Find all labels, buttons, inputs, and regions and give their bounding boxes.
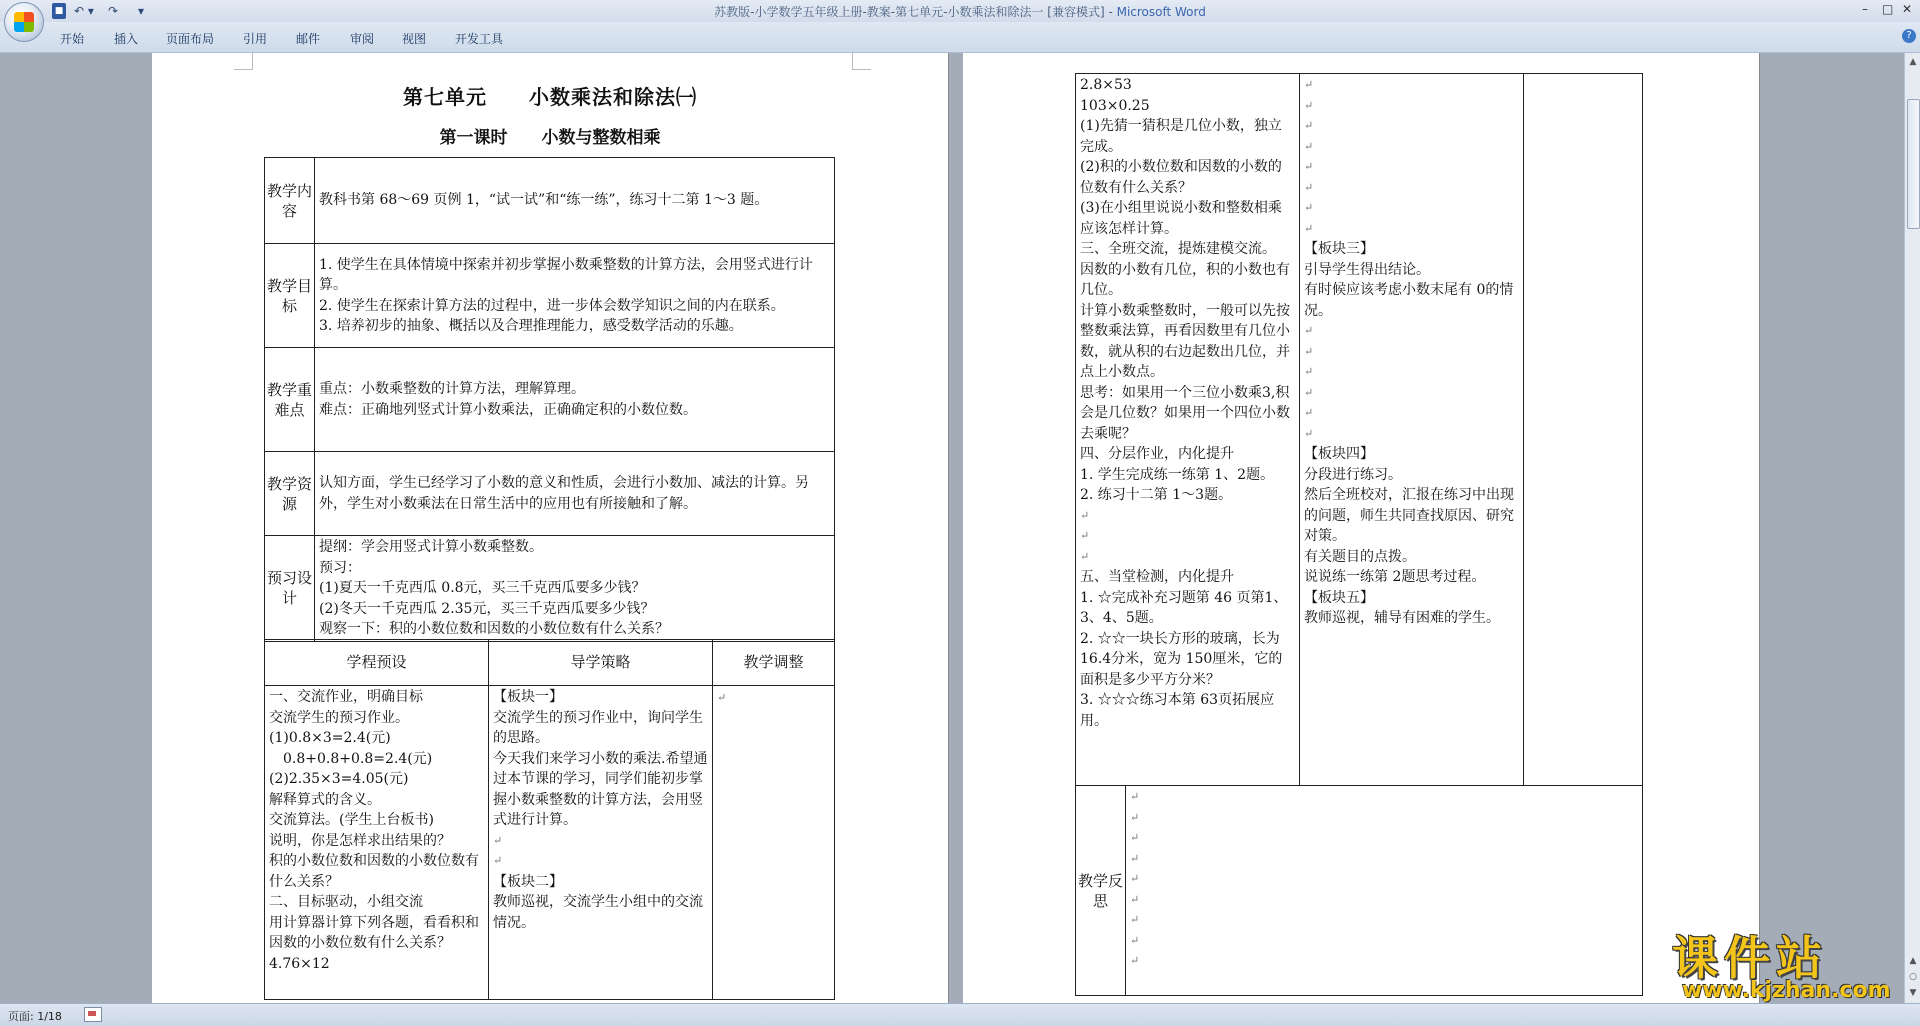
paragraph-mark: ↵	[1130, 872, 1140, 885]
title-bar	[0, 0, 1920, 22]
info-row	[265, 158, 835, 244]
learning-path-cell[interactable]	[1076, 74, 1300, 786]
text-line: 用计算器计算下列各题，看看积和因数的小数位数有什么关系？	[269, 914, 479, 951]
paragraph-mark: ↵	[1304, 344, 1314, 358]
status-bar	[0, 1003, 1920, 1026]
adjustment-cell[interactable]	[713, 686, 835, 1000]
page-count[interactable]: 页面: 1/18	[8, 1010, 62, 1023]
text-line: 1. ☆完成补充习题第 46 页第1、3、4、5题。	[1080, 589, 1288, 626]
text-line: 因数的小数有几位，积的小数也有几位。	[1080, 261, 1290, 298]
guide-strategy-cell[interactable]	[1300, 74, 1524, 786]
scroll-thumb[interactable]	[1907, 99, 1920, 229]
text-line: 2. 练习十二第 1～3题。	[1080, 487, 1233, 503]
info-row	[265, 244, 835, 348]
row-content[interactable]	[315, 158, 835, 244]
label-text: 教学资源	[267, 474, 313, 513]
paragraph-mark: ↵	[1080, 529, 1090, 542]
content-row	[1076, 74, 1643, 786]
text-line: 4.76×12	[269, 955, 330, 972]
paragraph-mark: ↵	[1304, 78, 1314, 91]
text-line: 教师巡视，辅导有困难的学生。	[1304, 610, 1500, 626]
text-line: 【板块四】	[1304, 446, 1374, 462]
tab-developer[interactable]: 开发工具	[455, 32, 504, 46]
document-name: 苏教版-小学数学五年级上册-教案-第七单元-小数乘法和除法一 [兼容模式] -	[714, 5, 1117, 19]
paragraph-mark: ↵	[1130, 913, 1140, 926]
row-label	[265, 536, 315, 642]
paragraph-mark: ↵	[1304, 426, 1314, 440]
content-line: (2)冬天一千克西瓜 2.35元，买三千克西瓜要多少钱？	[319, 600, 655, 617]
paragraph-mark: ↵	[1304, 139, 1314, 153]
text-line: 分段进行练习。	[1304, 466, 1402, 483]
text-line: 有关题目的点拨。	[1304, 548, 1416, 565]
watermark-logo	[1668, 922, 1904, 1008]
content-row	[265, 686, 835, 1000]
content-line: 2. 使学生在探索计算方法的过程中，进一步体会数学知识之间的内在联系。	[319, 297, 785, 314]
tab-insert[interactable]: 插入	[114, 32, 139, 46]
header-learning-path: 学程预设	[265, 640, 489, 686]
reflection-content[interactable]	[1126, 786, 1643, 996]
row-label	[265, 244, 315, 348]
reflection-table	[1075, 785, 1643, 996]
redo-icon[interactable]: ↷	[108, 4, 119, 18]
text-line: 三、全班交流，提炼建模交流。	[1080, 241, 1276, 257]
row-content[interactable]	[315, 452, 835, 536]
maximize-button[interactable]: □	[1882, 2, 1894, 16]
content-line: 3. 培养初步的抽象、概括以及合理推理能力，感受数学活动的乐趣。	[319, 318, 743, 334]
paragraph-mark: ↵	[1130, 831, 1140, 844]
text-line: (1)0.8×3=2.4(元)	[269, 730, 391, 746]
text-line: 计算小数乘整数时，一般可以先按整数乘法算，再看因数里有几位小数，就从积的右边起数出几位，并点上小数点。	[1080, 302, 1290, 380]
ribbon-tabs	[0, 22, 1920, 53]
paragraph-mark: ↵	[1130, 810, 1140, 824]
label-text: 教学重难点	[267, 380, 313, 419]
help-icon[interactable]: ?	[1902, 29, 1916, 43]
reflection-label	[1076, 786, 1126, 996]
tab-mailings[interactable]: 邮件	[296, 32, 321, 46]
text-line: 解释算式的含义。	[269, 791, 381, 808]
proofing-icon[interactable]	[84, 1007, 102, 1022]
scroll-up-icon[interactable]: ▲	[1909, 956, 1917, 966]
tab-view[interactable]: 视图	[402, 32, 427, 46]
text-line: 五、当堂检测，内化提升	[1080, 569, 1234, 585]
header-guide-strategy: 导学策略	[489, 640, 713, 686]
paragraph-mark: ↵	[493, 833, 503, 847]
paragraph-mark: ↵	[1130, 790, 1140, 803]
info-row	[265, 536, 835, 642]
text-line: 交流算法。(学生上台板书)	[269, 812, 434, 828]
content-line: (1)夏天一千克西瓜 0.8元，买三千克西瓜要多少钱？	[319, 580, 646, 596]
header-row	[265, 640, 835, 686]
paragraph-mark: ↵	[1130, 954, 1140, 967]
paragraph-mark: ↵	[1304, 180, 1314, 194]
content-line: 教科书第 68～69 页例 1，“试一试”和“练一练”，练习十二第 1～3 题。	[319, 192, 769, 209]
paragraph-mark: ↵	[1304, 385, 1314, 399]
row-content[interactable]	[315, 536, 835, 642]
paragraph-mark: ↵	[1304, 324, 1314, 337]
text-line: 然后全班校对，汇报在练习中出现的问题，师生共同查找原因、研究对策。	[1304, 487, 1514, 544]
browse-object-icon[interactable]: ○	[1909, 972, 1917, 982]
text-line: 0.8+0.8+0.8=2.4(元)	[269, 750, 433, 767]
text-line: (2)积的小数位数和因数的小数的位数有什么关系？	[1080, 159, 1282, 196]
text-line: 1. 学生完成练一练第 1、2题。	[1080, 466, 1275, 483]
tab-review[interactable]: 审阅	[350, 32, 375, 46]
office-button[interactable]	[4, 2, 44, 42]
paragraph-mark: ↵	[1304, 201, 1314, 214]
app-name: Microsoft Word	[1116, 5, 1206, 19]
text-line: 3. ☆☆☆练习本第 63页拓展应用。	[1080, 692, 1275, 729]
paragraph-mark: ↵	[1304, 160, 1314, 173]
content-line: 难点：正确地列竖式计算小数乘法，正确确定积的小数位数。	[319, 401, 697, 418]
label-text: 预习设计	[267, 569, 313, 608]
content-line: 1. 使学生在具体情境中探索并初步掌握小数乘整数的计算方法，会用竖式进行计算。	[319, 256, 813, 293]
watermark-title: 课件站	[1672, 931, 1828, 985]
text-line: (3)在小组里说说小数和整数相乘应该怎样计算。	[1080, 200, 1282, 237]
text-line: 四、分层作业，内化提升	[1080, 446, 1234, 462]
text-line: 说明，你是怎样求出结果的？	[269, 832, 451, 849]
vertical-scrollbar[interactable]	[1904, 53, 1920, 1003]
lesson-unit-title: 第七单元 小数乘法和除法㈠	[403, 85, 697, 109]
undo-icon[interactable]: ↶ ▾	[74, 4, 94, 18]
paragraph-mark: ↵	[1304, 119, 1314, 132]
paragraph-mark: ↵	[1130, 933, 1140, 947]
paragraph-mark: ↵	[493, 854, 503, 867]
scroll-up-icon[interactable]: ▲	[1909, 57, 1917, 67]
text-line: 交流学生的预习作业。	[269, 709, 409, 726]
lesson-process-table	[264, 639, 835, 1000]
adjustment-cell[interactable]	[1524, 74, 1643, 786]
page-1	[152, 53, 948, 1003]
row-label	[265, 158, 315, 244]
text-line: 今天我们来学习小数的乘法.希望通过本节课的学习，同学们能初步掌握小数乘整数的计算方法，会用竖式进行计算。	[493, 750, 708, 828]
content-line: 提纲：学会用竖式计算小数乘整数。	[319, 539, 543, 555]
text-line: 2. ☆☆一块长方形的玻璃，长为 16.4分米，宽为 150厘米，它的面积是多少平方分米？	[1080, 630, 1283, 688]
learning-path-cell[interactable]	[265, 686, 489, 1000]
content-line: 观察一下：积的小数位数和因数的小数位数有什么关系？	[319, 621, 669, 637]
paragraph-mark: ↵	[1304, 221, 1314, 235]
paragraph-mark: ↵	[1304, 406, 1314, 419]
paragraph-mark: ↵	[1080, 549, 1090, 563]
page-2	[963, 53, 1759, 1003]
paragraph-mark: ↵	[717, 691, 727, 704]
paragraph-mark: ↵	[1130, 892, 1140, 906]
tab-home[interactable]: 开始	[60, 32, 85, 46]
tab-page-layout[interactable]: 页面布局	[166, 32, 215, 46]
document-area	[0, 53, 1904, 1003]
label-text: 教学内容	[267, 181, 313, 220]
label-text: 教学目标	[267, 276, 313, 315]
text-line: (2)2.35×3=4.05(元)	[269, 771, 409, 787]
watermark-url: www.kjzhan.com	[1682, 978, 1891, 1003]
row-content[interactable]	[315, 244, 835, 348]
paragraph-mark: ↵	[1130, 851, 1140, 865]
text-line: 交流学生的预习作业中，询问学生的思路。	[493, 709, 703, 746]
text-line: 有时候应该考虑小数末尾有 0的情况。	[1304, 282, 1514, 319]
tab-references[interactable]: 引用	[243, 32, 268, 46]
paragraph-mark: ↵	[1080, 508, 1090, 522]
text-line: 一、交流作业，明确目标	[269, 689, 423, 705]
close-button[interactable]: ✕	[1902, 2, 1913, 16]
text-line: (1)先猜一猜积是几位小数，独立完成。	[1080, 118, 1282, 155]
info-row	[265, 348, 835, 452]
paragraph-mark: ↵	[1304, 365, 1314, 378]
text-line: 103×0.25	[1080, 97, 1150, 114]
lesson-info-table	[264, 157, 835, 642]
guide-strategy-cell[interactable]	[489, 686, 713, 1000]
text-line: 二、目标驱动，小组交流	[269, 894, 423, 910]
text-line: 说说练一练第 2题思考过程。	[1304, 569, 1486, 585]
text-line: 【板块三】	[1304, 241, 1374, 257]
customize-qat-icon[interactable]: ▾	[138, 4, 145, 18]
text-line: 2.8×53	[1080, 77, 1132, 93]
content-line: 预习：	[319, 559, 361, 576]
crop-mark	[234, 53, 253, 70]
row-label	[265, 348, 315, 452]
lesson-process-table-continued	[1075, 73, 1643, 786]
reflection-row	[1076, 786, 1643, 996]
content-line: 重点：小数乘整数的计算方法，理解算理。	[319, 381, 585, 397]
scroll-down-icon[interactable]: ▼	[1909, 988, 1917, 998]
text-line: 教师巡视，交流学生小组中的交流情况。	[493, 894, 703, 931]
label-text: 教学反思	[1078, 871, 1124, 910]
crop-mark	[852, 53, 871, 70]
text-line: 引导学生得出结论。	[1304, 261, 1430, 278]
text-line: 思考：如果用一个三位小数乘3,积会是几位数？如果用一个四位小数去乘呢？	[1080, 384, 1290, 442]
window-title	[0, 3, 1920, 20]
lesson-subtitle: 第一课时 小数与整数相乘	[439, 128, 661, 148]
info-row	[265, 452, 835, 536]
content-line: 认知方面，学生已经学习了小数的意义和性质，会进行小数加、减法的计算。另外，学生对小数乘法在日常生活中的应用也有所接触和了解。	[319, 475, 809, 512]
paragraph-mark: ↵	[1304, 98, 1314, 112]
text-line: 积的小数位数和因数的小数位数有什么关系？	[269, 853, 479, 890]
header-adjustment: 教学调整	[713, 640, 835, 686]
text-line: 【板块五】	[1304, 589, 1374, 606]
minimize-button[interactable]: –	[1862, 2, 1868, 16]
office-logo-icon	[14, 12, 34, 32]
save-icon[interactable]: ■	[52, 3, 66, 19]
text-line: 【板块二】	[493, 873, 563, 890]
text-line: 【板块一】	[493, 689, 563, 705]
row-label	[265, 452, 315, 536]
row-content[interactable]	[315, 348, 835, 452]
